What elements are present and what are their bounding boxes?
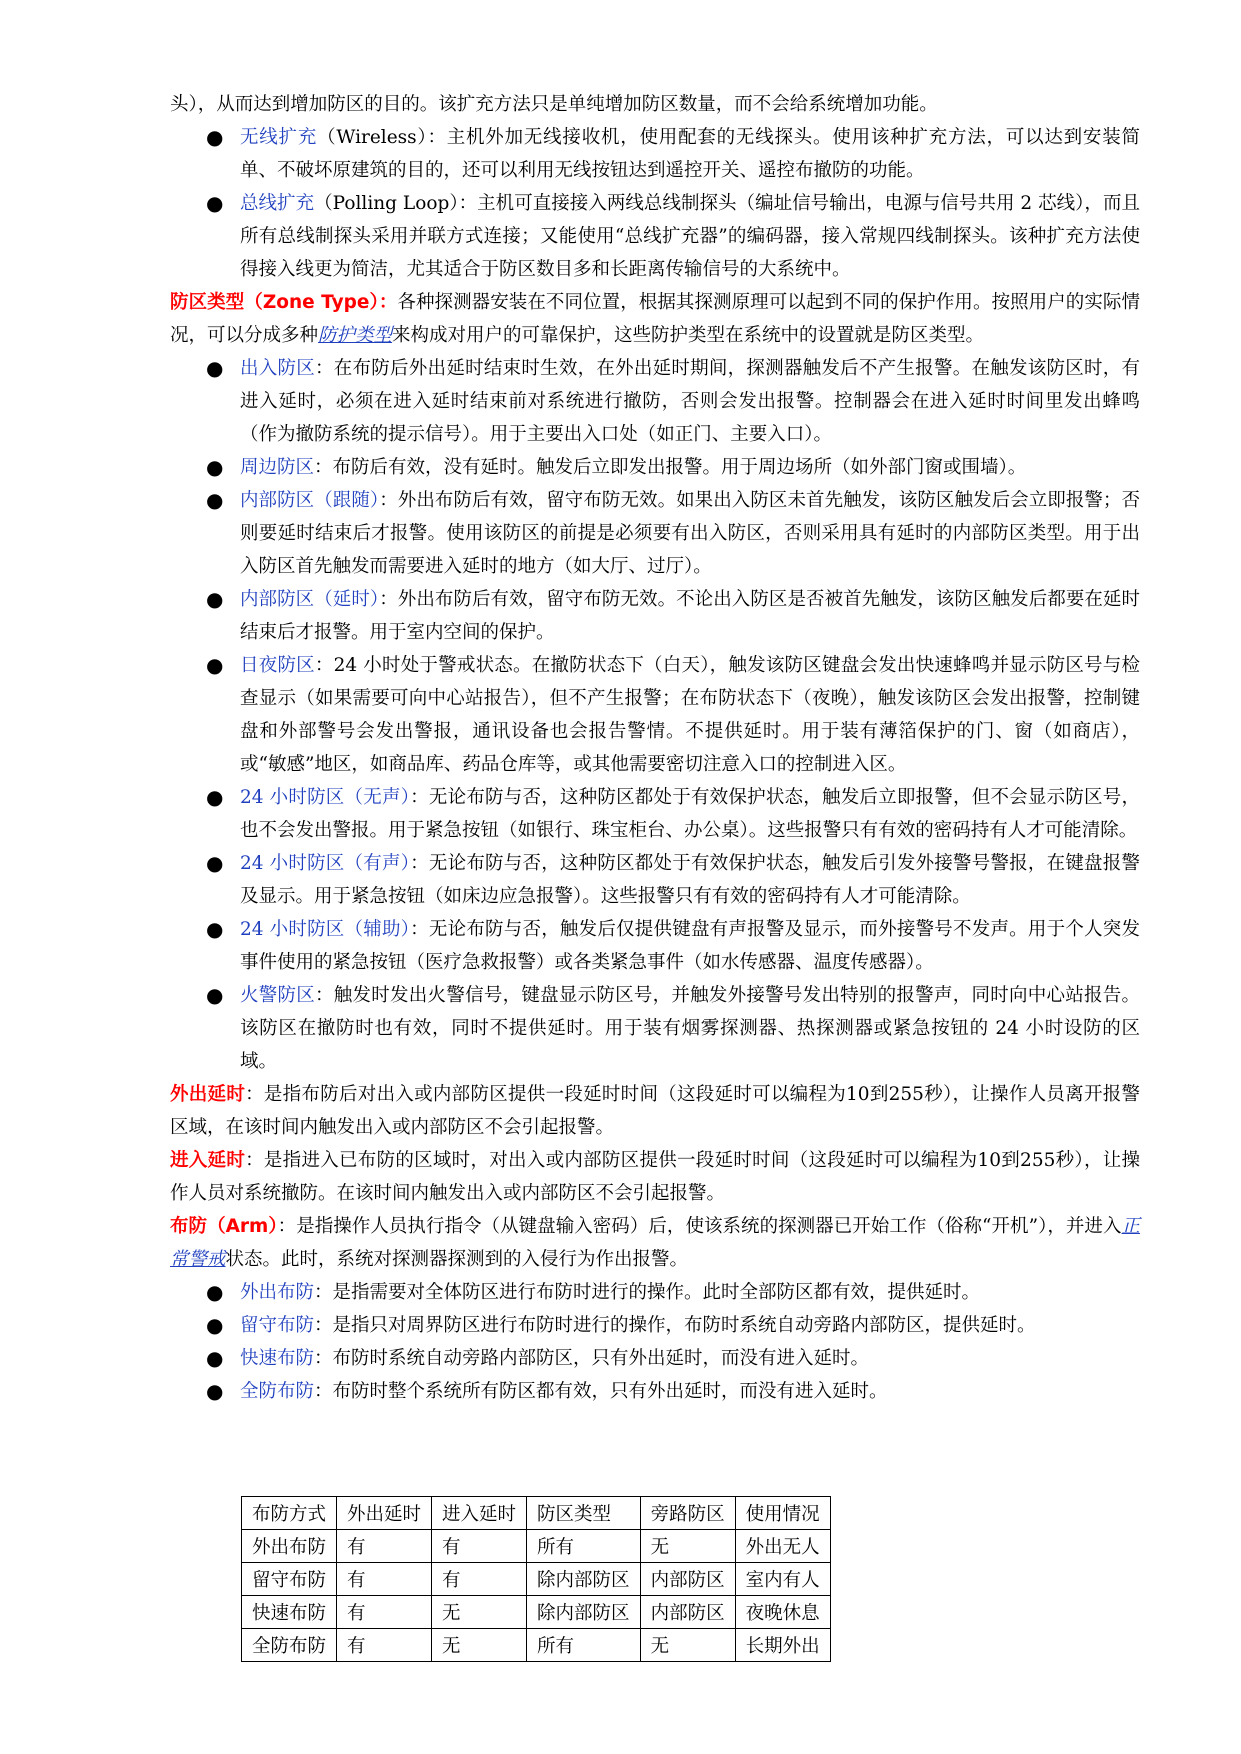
table-header-cell: 使用情况 [735, 1497, 830, 1530]
table-cell: 无 [640, 1629, 735, 1662]
table-row [242, 1629, 831, 1662]
term-text: （Polling Loop）：主机可直接接入两线总线制探头（编址信号输出，电源与信号共用 2 芯线），而且所有总线制探头采用并联方式连接；又能使用“总线扩充器”的编码器，接入常规四线制探头。该种扩充方法使得接入线更为简洁，尤其适合于防区数目多和长距离传输信号的大系统中。 [240, 193, 1140, 280]
term-text: ：无论布防与否，这种防区都处于有效保护状态，触发后立即报警，但不会显示防区号，也不会发出警报。用于紧急按钮（如银行、珠宝柜台、办公桌）。这些报警只有有效的密码持有人才可能清除。 [240, 787, 1140, 841]
table-header-cell: 旁路防区 [640, 1497, 735, 1530]
term-text: ：是指只对周界防区进行布防时进行的操作，布防时系统自动旁路内部防区，提供延时。 [314, 1315, 1036, 1336]
bullet-icon: ● [206, 356, 224, 380]
term-text: ：24 小时处于警戒状态。在撤防状态下（白天），触发该防区键盘会发出快速蜂鸣并显示防区号与检查显示（如果需要可向中心站报告），但不产生报警；在布防状态下（夜晚），触发该防区会发出报警，控制键盘和外部警号会发出警报，通讯设备也会报告警情。不提供延时。用于装有薄箔保护的门、窗（如商店），或“敏感”地区，如商品库、药品仓库等，或其他需要密切注意入口的控制进入区。 [240, 655, 1140, 775]
list-item [170, 451, 1140, 484]
list-item [170, 781, 1140, 847]
term: 火警防区 [240, 985, 316, 1006]
paragraph-text: 状态。此时，系统对探测器探测到的入侵行为作出报警。 [225, 1249, 689, 1270]
term-text: （Wireless）：主机外加无线接收机，使用配套的无线探头。使用该种扩充方法，可以达到安装简单、不破坏原建筑的目的，还可以利用无线按钮达到遥控开关、遥控布撤防的功能。 [240, 127, 1140, 181]
term-text: ：触发时发出火警信号，键盘显示防区号，并触发外接警号发出特别的报警声，同时向中心站报告。该防区在撤防时也有效，同时不提供延时。用于装有烟雾探测器、热探测器或紧急按钮的 24 小时设防的区域。 [240, 985, 1140, 1072]
arm-mode-table [241, 1496, 831, 1662]
term-text: ：外出布防后有效，留守布防无效。不论出入防区是否被首先触发，该防区触发后都要在延时结束后才报警。用于室内空间的保护。 [240, 589, 1140, 643]
table-cell: 无 [432, 1596, 527, 1629]
table-cell: 有 [337, 1530, 432, 1563]
table-cell: 所有 [527, 1530, 641, 1563]
zone-type-paragraph [170, 286, 1140, 352]
table-cell: 长期外出 [735, 1629, 830, 1662]
bullet-icon: ● [206, 983, 224, 1007]
table-cell: 除内部防区 [527, 1596, 641, 1629]
bullet-icon: ● [206, 653, 224, 677]
term: 外出布防 [240, 1282, 315, 1303]
table-cell: 有 [432, 1563, 527, 1596]
term-text: ：布防时系统自动旁路内部防区，只有外出延时，而没有进入延时。 [314, 1348, 870, 1369]
table-cell: 留守布防 [242, 1563, 337, 1596]
section-heading: 防区类型（Zone Type）： [170, 292, 398, 313]
table-header-cell: 外出延时 [337, 1497, 432, 1530]
table-cell: 有 [432, 1530, 527, 1563]
table-cell: 无 [432, 1629, 527, 1662]
term: 内部防区（跟随） [240, 490, 380, 511]
table-cell: 夜晚休息 [735, 1596, 830, 1629]
table-cell: 内部防区 [640, 1563, 735, 1596]
term: 无线扩充 [240, 127, 318, 148]
paragraph-text: ：是指操作人员执行指令（从键盘输入密码）后，使该系统的探测器已开始工作（俗称“开机”），并进入 [277, 1216, 1122, 1237]
table-header-cell: 进入延时 [432, 1497, 527, 1530]
table-cell: 外出布防 [242, 1530, 337, 1563]
section-heading: 进入延时 [170, 1150, 246, 1171]
term-text: ：外出布防后有效，留守布防无效。如果出入防区未首先触发，该防区触发后会立即报警；否则要延时结束后才报警。使用该防区的前提是必须要有出入防区，否则采用具有延时的内部防区类型。用于出入防区首先触发而需要进入延时的地方（如大厅、过厅）。 [240, 490, 1140, 577]
exit-delay-paragraph [170, 1078, 1140, 1144]
table-cell: 有 [337, 1629, 432, 1662]
term: 周边防区 [240, 457, 315, 478]
entry-delay-paragraph [170, 1144, 1140, 1210]
term-text: ：无论布防与否，这种防区都处于有效保护状态，触发后引发外接警号警报，在键盘报警及显示。用于紧急按钮（如床边应急报警）。这些报警只有有效的密码持有人才可能清除。 [240, 853, 1140, 907]
term: 内部防区（延时） [240, 589, 380, 610]
list-item [170, 1309, 1140, 1342]
section-heading: 布防（Arm） [170, 1216, 278, 1237]
list-item [170, 913, 1140, 979]
term: 24 小时防区（无声） [240, 787, 411, 808]
term: 快速布防 [240, 1348, 315, 1369]
list-item [170, 649, 1140, 781]
paragraph-text: ：是指进入已布防的区域时，对出入或内部防区提供一段延时时间（这段延时可以编程为10到255秒），让操作人员对系统撤防。在该时间内触发出入或内部防区不会引起报警。 [170, 1150, 1140, 1204]
bullet-icon: ● [206, 488, 224, 512]
list-item [170, 847, 1140, 913]
table-cell: 所有 [527, 1629, 641, 1662]
term: 全防布防 [240, 1381, 315, 1402]
paragraph-text: 来构成对用户的可靠保护，这些防护类型在系统中的设置就是防区类型。 [392, 325, 985, 346]
table-cell: 除内部防区 [527, 1563, 641, 1596]
intro-continuation: 头），从而达到增加防区的目的。该扩充方法只是单纯增加防区数量，而不会给系统增加功能。 [170, 94, 938, 115]
table-row [242, 1596, 831, 1629]
bullet-icon: ● [206, 125, 224, 149]
bullet-icon: ● [206, 1313, 224, 1337]
table-cell: 有 [337, 1563, 432, 1596]
term: 日夜防区 [240, 655, 315, 676]
bullet-icon: ● [206, 785, 224, 809]
table-row [242, 1563, 831, 1596]
term: 24 小时防区（辅助） [240, 919, 411, 940]
arm-mode-list [170, 1276, 1140, 1408]
term-text: ：是指需要对全体防区进行布防时进行的操作。此时全部防区都有效，提供延时。 [314, 1282, 981, 1303]
table-cell: 内部防区 [640, 1596, 735, 1629]
table-header-row [242, 1497, 831, 1530]
arm-paragraph [170, 1210, 1140, 1276]
zone-type-list [170, 352, 1140, 1078]
list-item [170, 484, 1140, 583]
table-row [242, 1530, 831, 1563]
document-page [170, 88, 1140, 1408]
table-cell: 有 [337, 1596, 432, 1629]
list-item [170, 1276, 1140, 1309]
table-cell: 外出无人 [735, 1530, 830, 1563]
bullet-icon: ● [206, 1280, 224, 1304]
bullet-icon: ● [206, 917, 224, 941]
list-item [170, 583, 1140, 649]
table-cell: 无 [640, 1530, 735, 1563]
list-item [170, 187, 1140, 286]
term-text: ：布防时整个系统所有防区都有效，只有外出延时，而没有进入延时。 [314, 1381, 888, 1402]
table-cell: 全防布防 [242, 1629, 337, 1662]
bullet-icon: ● [206, 455, 224, 479]
paragraph-text: ：是指布防后对出入或内部防区提供一段延时时间（这段延时可以编程为10到255秒），让操作人员离开报警区域，在该时间内触发出入或内部防区不会引起报警。 [170, 1084, 1140, 1138]
term-text: ：无论布防与否，触发后仅提供键盘有声报警及显示，而外接警号不发声。用于个人突发事件使用的紧急按钮（医疗急救报警）或各类紧急事件（如水传感器、温度传感器）。 [240, 919, 1140, 973]
protection-type-link[interactable]: 防护类型 [318, 325, 393, 346]
term: 总线扩充 [240, 193, 315, 214]
bullet-icon: ● [206, 1379, 224, 1403]
paragraph-text: 各种探测器安装在不同位置，根据其探测原理可以起到不同的保护作用。按照用户的实际情况，可以分成多种 [170, 292, 1140, 346]
list-item [170, 121, 1140, 187]
table-cell: 快速布防 [242, 1596, 337, 1629]
table-header-cell: 布防方式 [242, 1497, 337, 1530]
term: 出入防区 [240, 358, 316, 379]
term: 24 小时防区（有声） [240, 853, 411, 874]
term: 留守布防 [240, 1315, 315, 1336]
bullet-icon: ● [206, 587, 224, 611]
normal-alert-link[interactable]: 正常警戒 [170, 1216, 1141, 1270]
section-heading: 外出延时 [170, 1084, 246, 1105]
list-item [170, 1375, 1140, 1408]
bullet-icon: ● [206, 191, 224, 215]
bullet-icon: ● [206, 851, 224, 875]
table-cell: 室内有人 [735, 1563, 830, 1596]
list-item [170, 352, 1140, 451]
list-item [170, 1342, 1140, 1375]
term-text: ：在布防后外出延时结束时生效，在外出延时期间，探测器触发后不产生报警。在触发该防区时，有进入延时，必须在进入延时结束前对系统进行撤防，否则会发出报警。控制器会在进入延时时间里发出蜂鸣（作为撤防系统的提示信号）。用于主要出入口处（如正门、主要入口）。 [240, 358, 1140, 445]
bullet-icon: ● [206, 1346, 224, 1370]
list-item [170, 979, 1140, 1078]
table-header-cell: 防区类型 [527, 1497, 641, 1530]
term-text: ：布防后有效，没有延时。触发后立即发出报警。用于周边场所（如外部门窗或围墙）。 [314, 457, 1027, 478]
